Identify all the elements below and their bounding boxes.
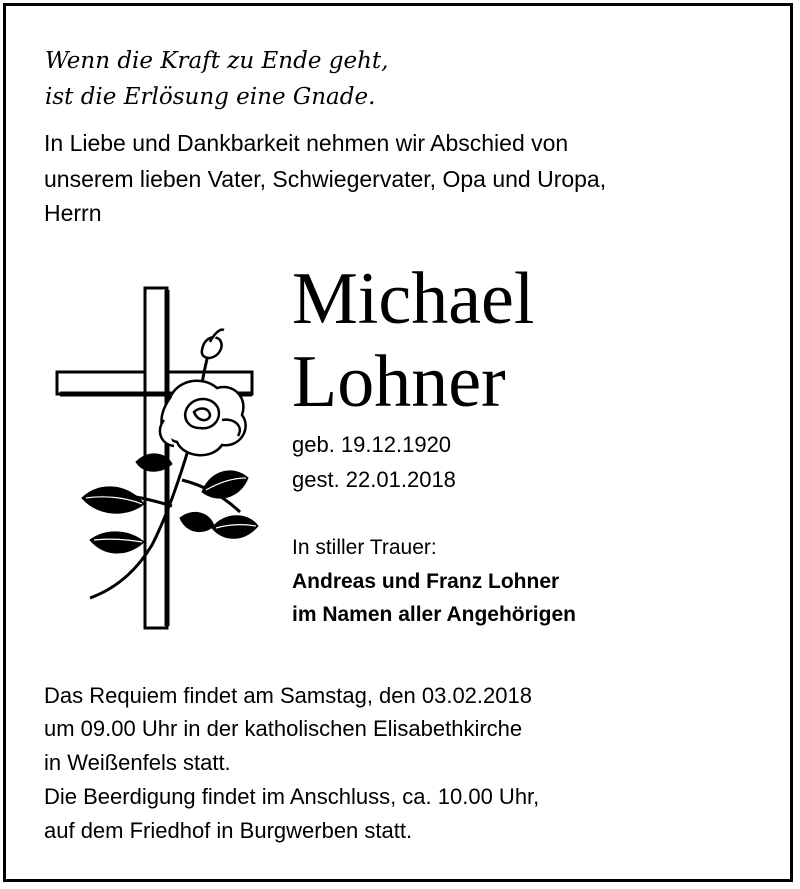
quote-line-1: Wenn die Kraft zu Ende geht, [45,48,389,74]
death-date: gest. 22.01.2018 [292,467,456,492]
intro-line-3: Herrn [44,200,102,226]
service-line-3: in Weißenfels statt. [44,750,231,775]
mourners-intro: In stiller Trauer: [292,536,437,559]
quote-line-2: ist die Erlösung eine Gnade. [45,84,376,110]
service-line-2: um 09.00 Uhr in der katholischen Elisabethkirche [44,716,523,741]
deceased-first-name: Michael [292,258,535,340]
cross-with-rose-icon [52,280,267,635]
deceased-last-name: Lohner [292,341,506,423]
birth-date: geb. 19.12.1920 [292,432,452,457]
mourners-relatives: im Namen aller Angehörigen [292,603,576,626]
mourners-names: Andreas und Franz Lohner [292,570,560,593]
service-line-1: Das Requiem findet am Samstag, den 03.02.2018 [44,683,532,708]
intro-line-2: unserem lieben Vater, Schwiegervater, Opa und Uropa, [44,166,607,192]
service-line-4: Die Beerdigung findet im Anschluss, ca. 10.00 Uhr, [44,784,540,809]
service-line-5: auf dem Friedhof in Burgwerben statt. [44,818,413,843]
intro-line-1: In Liebe und Dankbarkeit nehmen wir Abschied von [44,130,569,156]
